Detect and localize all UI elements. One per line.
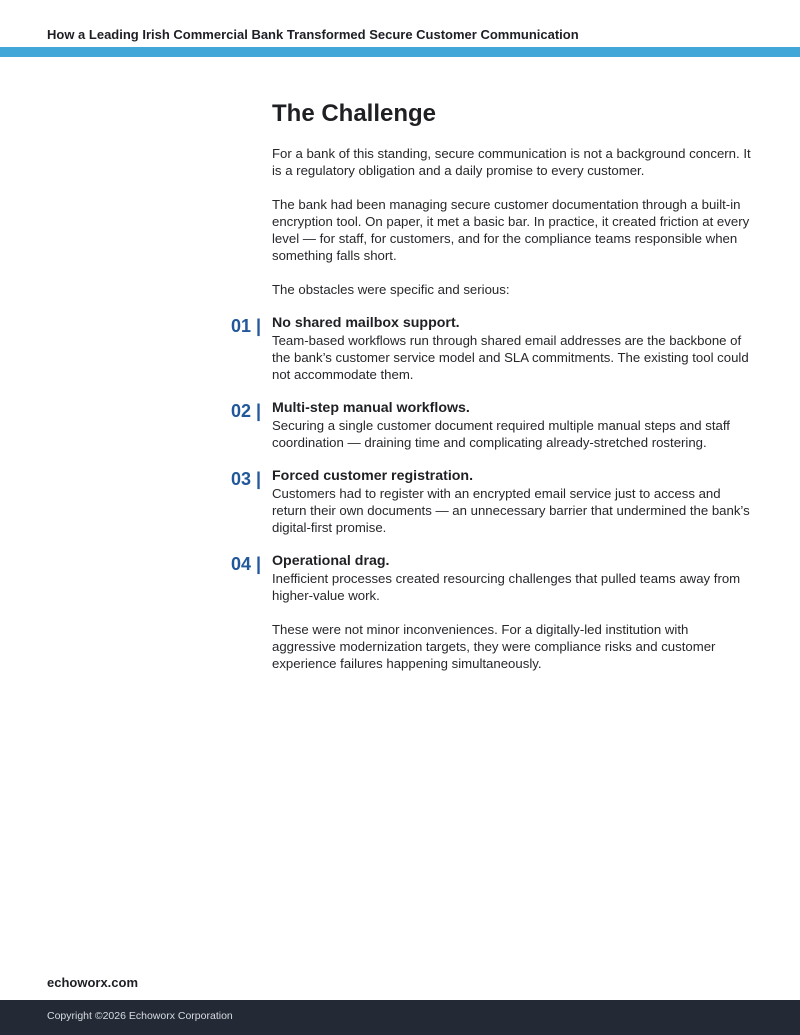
intro-paragraph-3: The obstacles were specific and serious:: [272, 282, 510, 297]
obstacle-number: 04 |: [231, 554, 262, 574]
obstacle-item-4: [231, 553, 754, 604]
obstacle-number: 03 |: [231, 469, 262, 489]
intro-paragraph-2: The bank had been managing secure customer documentation through a built-in encryption tool. On paper, it met a basic bar. In practice, it created friction at every level — for staff, for customers, and for the compliance teams responsible when something falls short.: [272, 197, 750, 263]
footer-site-link[interactable]: echoworx.com: [47, 975, 139, 990]
obstacle-number: 01 |: [231, 316, 262, 336]
main-content: [231, 98, 754, 689]
obstacle-item-2: [231, 400, 754, 451]
page-header: [0, 0, 800, 47]
footer-bar: [0, 1000, 800, 1035]
obstacle-title: Operational drag.: [272, 553, 390, 569]
obstacle-body: Inefficient processes created resourcing challenges that pulled teams away from higher-value work.: [272, 571, 741, 603]
header-accent-bar: [0, 47, 800, 57]
obstacle-item-1: [231, 315, 754, 383]
obstacle-title: Forced customer registration.: [272, 468, 474, 484]
obstacle-number: 02 |: [231, 401, 262, 421]
obstacle-body: Customers had to register with an encrypted email service just to access and return their own documents — an unnecessary barrier that undermined the bank’s digital-first promise.: [272, 486, 750, 535]
obstacle-title: No shared mailbox support.: [272, 315, 460, 331]
intro-paragraph-1: For a bank of this standing, secure communication is not a background concern. It is a regulatory obligation and a daily promise to every customer.: [272, 146, 751, 178]
page-title: The Challenge: [272, 100, 437, 127]
obstacle-item-3: [231, 468, 754, 536]
obstacle-body: Securing a single customer document required multiple manual steps and staff coordination — draining time and complicating already-stretched rostering.: [272, 418, 730, 450]
footer-copyright: Copyright ©2026 Echoworx Corporation: [47, 1010, 233, 1022]
closing-paragraph: These were not minor inconveniences. For a digitally-led institution with aggressive modernization targets, they were compliance risks and customer experience failures happening simultaneously.: [272, 622, 716, 671]
obstacle-body: Team-based workflows run through shared email addresses are the backbone of the bank’s customer service model and SLA commitments. The existing tool could not accommodate them.: [272, 333, 749, 382]
obstacle-title: Multi-step manual workflows.: [272, 400, 470, 416]
header-title: How a Leading Irish Commercial Bank Transformed Secure Customer Communication: [47, 27, 579, 42]
